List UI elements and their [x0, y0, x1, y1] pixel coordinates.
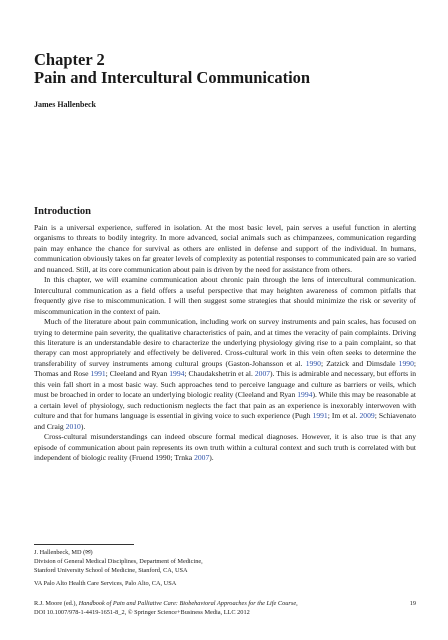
chapter-label: Chapter 2 — [34, 50, 105, 69]
footnote-author: J. Hallenbeck, MD (✉) — [34, 549, 93, 556]
paragraph-text: Cross-cultural misunderstandings can indeed obscure formal medical diagnoses. However, it is also true is that any episode of communication about pain represents its own truth within a cultural context and such truth is correlated with but independent of biologic reality (Fruend 1990; Trnka — [34, 432, 416, 462]
page-footer — [34, 599, 416, 618]
citation-link[interactable]: 1994 — [297, 390, 313, 400]
paragraph — [34, 223, 416, 275]
book-citation: R.J. Moore (ed.), Handbook of Pain and Palliative Care: Biobehavioral Approaches for the Life Course, — [34, 600, 298, 607]
paragraph-text: In this chapter, we will examine communication about chronic pain through the lens of intercultural communication. Intercultural communication as a field offers a useful perspective that may heighten awareness of common pitfalls that frequently give rise to miscommunication. I will then suggest some strategies that should minimize the risk or severity of miscommunication in the context of pain. — [34, 275, 416, 316]
chapter-title: Pain and Intercultural Communication — [34, 68, 311, 87]
section-heading-introduction: Introduction — [34, 206, 91, 217]
book-editor: R.J. Moore (ed.), — [34, 600, 79, 607]
citation-link[interactable]: 1991 — [90, 369, 106, 379]
paragraph-text: ). — [80, 421, 86, 431]
citation-link[interactable]: 1990 — [305, 358, 321, 368]
chapter-author: James Hallenbeck — [34, 100, 96, 109]
footnote-affiliation: VA Palo Alto Health Care Services, Palo Alto, CA, USA — [34, 580, 177, 588]
paragraph-text: ). While this may be reasonable at a certain level of physiology, such reductionism neglects the fact that pain as an experience is inexorably interwoven with culture and that for humans language is essential in giving voice to such experience (Pugh — [34, 390, 416, 421]
doi-line: DOI 10.1007/978-1-4419-1651-8_2, © Springer Science+Business Media, LLC 2012 — [34, 609, 250, 617]
paragraph — [34, 432, 416, 463]
footnote-divider — [34, 544, 134, 545]
book-title: Handbook of Pain and Palliative Care: Biobehavioral Approaches for the Life Course — [78, 600, 297, 607]
citation-link[interactable]: 2010 — [65, 421, 81, 431]
paragraph-text: ). — [209, 452, 214, 462]
paragraph-text: ; Zatzick and Dimsdale — [320, 358, 399, 368]
body-text — [34, 223, 416, 463]
paragraph-text: Pain is a universal experience, suffered in isolation. At the most basic level, pain serves a useful function in alerting organisms to threats to bodily integrity. In more advanced, social animals such as chimpanzees, communication regarding pain may enhance the chance for survival as others are enlisted in defense and support of the individual. In humans, communication obviously takes on far greater levels of complexity as potential responses to communicated pain are so varied and nuanced. Still, at its core communication about pain is driven by the need for assistance from others. — [34, 223, 416, 274]
paragraph-text: ). This is admirable and necessary, but efforts in this vein fall short in a most basic way. Such approaches tend to perceive language and culture as barriers or veils, which must be broached in order to locate an underlying biologic reality (Cleeland and Ryan — [34, 369, 416, 400]
paragraph-text: ; Chaudakshetrin et al. — [184, 369, 255, 379]
paragraph — [34, 275, 416, 317]
citation-link[interactable]: 1994 — [169, 369, 185, 379]
citation-link[interactable]: 2007 — [254, 369, 271, 379]
footnote-affiliation: Division of General Medical Disciplines, Department of Medicine, — [34, 558, 203, 566]
author-footnote — [34, 548, 416, 588]
paragraph-text: Much of the literature about pain communication, including work on survey instruments and pain scales, has focused on trying to determine pain severity, the qualitative characteristics of pain, and at times the veracity of pain complaints. Driving this literature is an understandable desire to characterize the underlying physiology giving rise to a pain complaint, so that therapy can most appropriately and effectively be delivered. Cross-cultural work in this vein often seeks to determine the transferability of survey instruments among cultural groups (Gaston-Johansson et al. — [34, 317, 416, 368]
footnote-affiliation: Stanford University School of Medicine, Stanford, CA, USA — [34, 567, 188, 575]
paragraph-text: ; Cleeland and Ryan — [105, 369, 170, 379]
paragraph — [34, 317, 416, 432]
paragraph-text: ; Im et al. — [327, 411, 360, 421]
page-number: 19 — [409, 600, 416, 607]
citation-link[interactable]: 2009 — [359, 411, 375, 421]
citation-link[interactable]: 1990 — [398, 358, 414, 368]
paragraph-text: ; Thomas and Rose — [34, 358, 416, 379]
citation-link[interactable]: 2007 — [194, 452, 210, 462]
citation-link[interactable]: 1991 — [312, 411, 328, 421]
paragraph-text: ; Schiavenato and Craig — [34, 411, 417, 431]
